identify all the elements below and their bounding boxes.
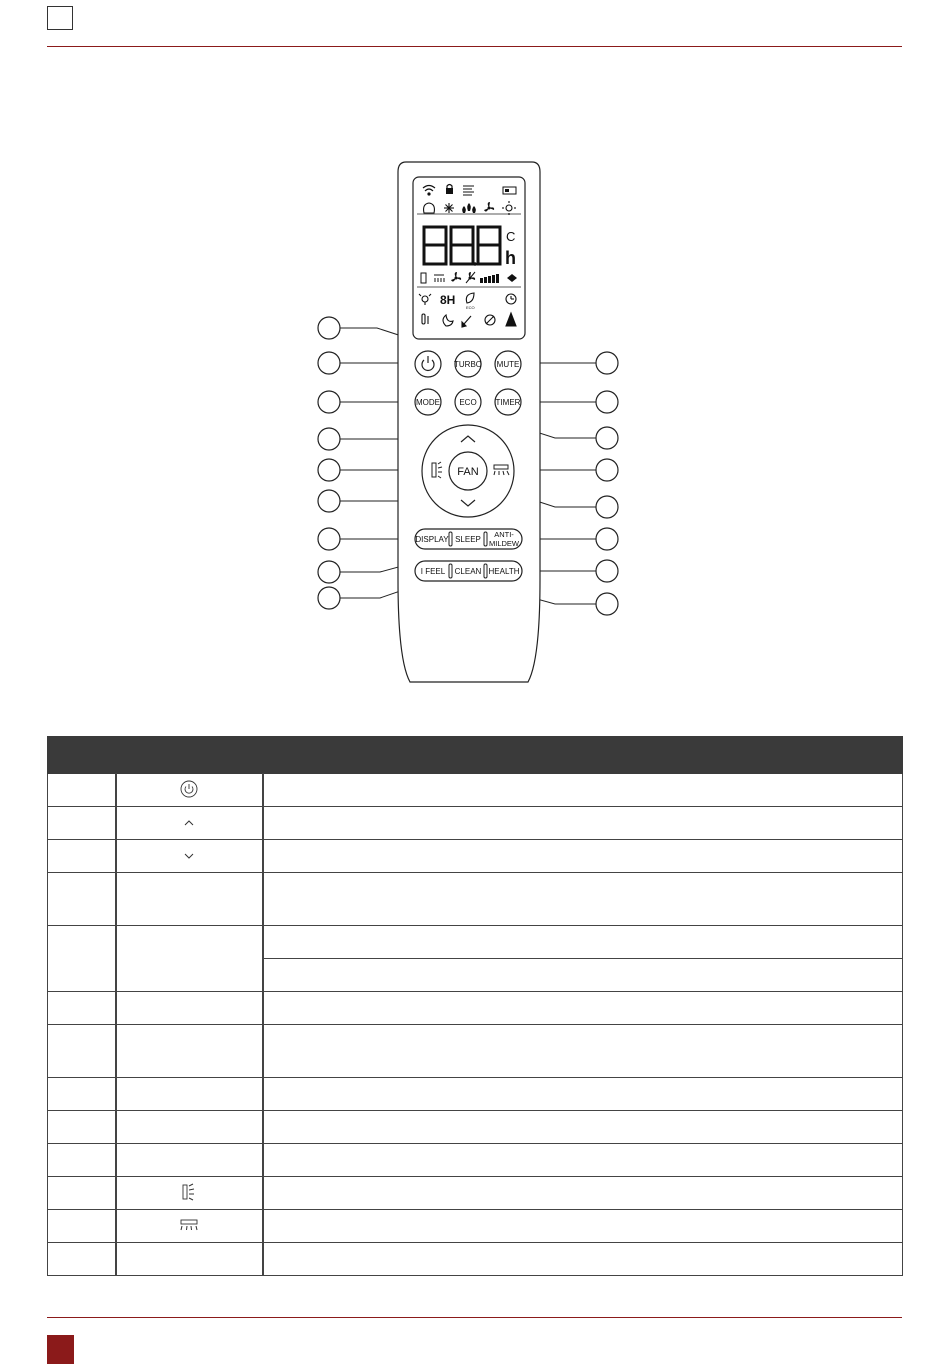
table-row (48, 1210, 903, 1243)
row-description-cell (263, 1078, 903, 1111)
row-number-cell (48, 1243, 116, 1276)
table-row (48, 992, 903, 1025)
row-number-cell (48, 926, 116, 992)
table-header-row (48, 737, 903, 774)
table-row (48, 926, 903, 959)
table-row (48, 1177, 903, 1210)
callout-circle (318, 459, 340, 481)
row-button-cell (116, 1144, 263, 1177)
pill-divider (484, 564, 487, 578)
mute-label: MUTE (496, 360, 520, 369)
row-number-cell (48, 774, 116, 807)
eco-label: ECO (459, 398, 477, 407)
i-feel-label: I FEEL (420, 567, 446, 576)
callout-circle (318, 587, 340, 609)
callout-circle (596, 352, 618, 374)
lock-icon (446, 188, 453, 194)
header-button-cell (116, 737, 263, 774)
eco-small-label: ECO (466, 305, 475, 310)
row-button-cell (116, 926, 263, 992)
callout-circle (596, 427, 618, 449)
table-row (48, 774, 903, 807)
row-number-cell (48, 873, 116, 926)
callout-circle (318, 490, 340, 512)
row-button-cell (116, 807, 263, 840)
sleep-hours-indicator: 8H (440, 293, 456, 307)
clean-label: CLEAN (454, 567, 482, 576)
row-number-cell (48, 1111, 116, 1144)
up-arrow-icon (183, 819, 195, 827)
row-button-cell (116, 1111, 263, 1144)
callout-circle (596, 560, 618, 582)
callout-circle (318, 428, 340, 450)
footer-page-block (47, 1335, 74, 1364)
table-body (48, 774, 903, 1276)
row-number-cell (48, 1025, 116, 1078)
callout-circle (596, 528, 618, 550)
fan-label: FAN (457, 466, 479, 478)
row-description-cell (263, 1243, 903, 1276)
callout-circle (596, 496, 618, 518)
table-row (48, 1243, 903, 1276)
row-description-cell (263, 926, 903, 959)
row-description-cell (263, 1144, 903, 1177)
power-icon (180, 780, 198, 798)
row-description-cell (263, 873, 903, 926)
sleep-label: SLEEP (455, 535, 481, 544)
row-number-cell (48, 1078, 116, 1111)
display-label: DISPLAY (415, 535, 449, 544)
row-description-cell (263, 774, 903, 807)
footer-rule (47, 1317, 902, 1318)
mode-label: MODE (416, 398, 440, 407)
callout-circle (596, 593, 618, 615)
decimal-point (473, 262, 477, 266)
callout-circle (318, 352, 340, 374)
row-description-cell (263, 1025, 903, 1078)
row-button-cell (116, 1025, 263, 1078)
row-button-cell (116, 774, 263, 807)
row-description-cell (263, 1177, 903, 1210)
table-row (48, 1111, 903, 1144)
turbo-label: TURBO (454, 360, 482, 369)
header-description-cell (263, 737, 903, 774)
hours-unit: h (505, 248, 516, 268)
table-row (48, 807, 903, 840)
row-description-cell (263, 959, 903, 992)
callout-circle (318, 528, 340, 550)
celsius-unit: C (506, 229, 516, 244)
row-description-cell (263, 840, 903, 873)
anti-mildew-label-line2: MILDEW (489, 539, 519, 548)
down-arrow-icon (183, 852, 195, 860)
table-row (48, 840, 903, 873)
table-row (48, 1025, 903, 1078)
pill-divider (484, 532, 487, 546)
table-row (48, 1144, 903, 1177)
row-number-cell (48, 992, 116, 1025)
anti-mildew-label-line1: ANTI- (494, 530, 514, 539)
pill-divider (449, 564, 452, 578)
row-description-cell (263, 1111, 903, 1144)
row-button-cell (116, 873, 263, 926)
row-button-cell (116, 992, 263, 1025)
row-button-cell (116, 1243, 263, 1276)
callout-circle (596, 459, 618, 481)
row-number-cell (48, 1210, 116, 1243)
timer-label: TIMER (495, 398, 521, 407)
row-description-cell (263, 807, 903, 840)
health-label: HEALTH (488, 567, 520, 576)
callout-circle (318, 561, 340, 583)
horizontal-swing-icon (179, 1218, 199, 1232)
row-description-cell (263, 992, 903, 1025)
row-number-cell (48, 840, 116, 873)
row-button-cell (116, 1210, 263, 1243)
row-number-cell (48, 1177, 116, 1210)
callout-circle (596, 391, 618, 413)
cool-snowflake-icon (444, 203, 454, 213)
row-number-cell (48, 807, 116, 840)
row-button-cell (116, 840, 263, 873)
button-description-table (47, 736, 903, 1276)
table-row (48, 1078, 903, 1111)
row-button-cell (116, 1177, 263, 1210)
pill-divider (449, 532, 452, 546)
row-description-cell (263, 1210, 903, 1243)
vertical-swing-icon (181, 1183, 197, 1201)
row-button-cell (116, 1078, 263, 1111)
header-number-cell (48, 737, 116, 774)
table-row (48, 873, 903, 926)
callout-circle (318, 391, 340, 413)
power-button[interactable] (415, 351, 441, 377)
row-number-cell (48, 1144, 116, 1177)
callout-circle (318, 317, 340, 339)
